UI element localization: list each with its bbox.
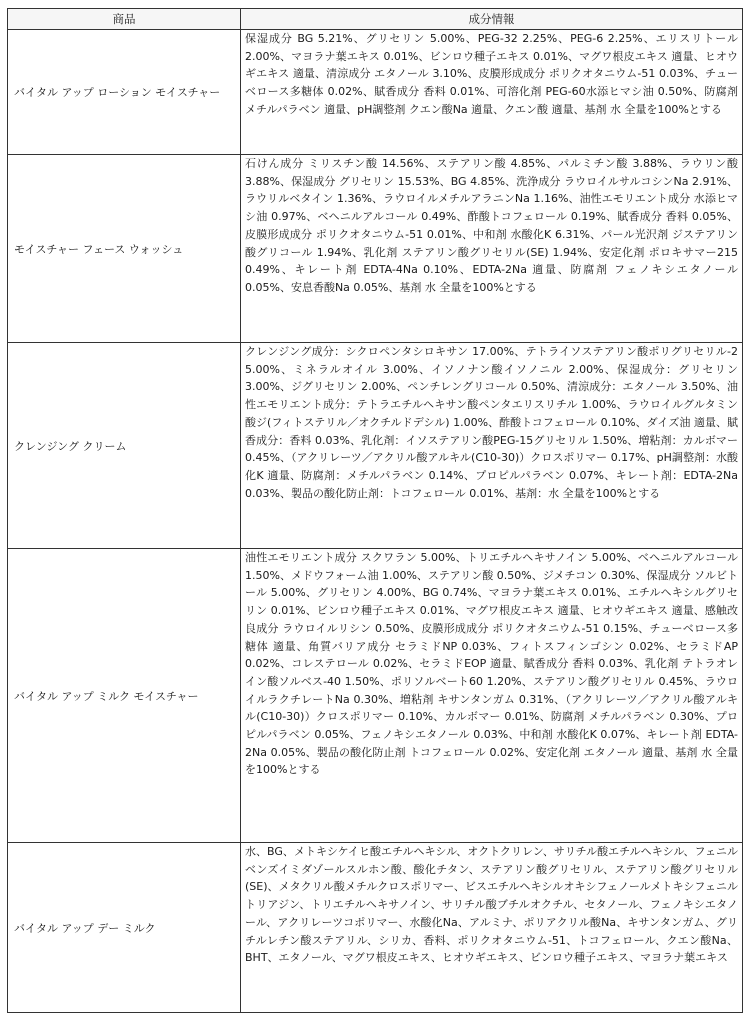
ingredient-list: 水、BG、メトキシケイヒ酸エチルヘキシル、オクトクリレン、サリチル酸エチルヘキシル、フェニルベンズイミダゾールスルホン酸、酸化チタン、ステアリン酸グリセリル、ステアリン酸グリセリル(SE)、メタクリル酸メチルクロスポリマー、ビスエチルヘキシルオキシフェノールメトキシフェニルトリアジン、トリエチルヘキサノイン、サリチル酸ブチルオクチル、セタノール、フェノキシエタノール、アクリレーツコポリマー、水酸化Na、アルミナ、ポリアクリル酸Na、キサンタンガム、グリチルレチン酸ステアリル、シリカ、香料、ポリクオタニウム-51、トコフェロール、クエン酸Na、BHT、エタノール、マグワ根皮エキス、ヒオウギエキス、ビンロウ種子エキス、マヨラナ葉エキス [241, 843, 743, 1013]
ingredient-list: 油性エモリエント成分 スクワラン 5.00%、トリエチルヘキサノイン 5.00%、ベヘニルアルコール 1.50%、メドウフォーム油 1.00%、ステアリン酸 0.50%、ジメチコン 0.30%、保湿成分 ソルビトール 5.00%、グリセリン 4.00%、BG 0.74%、マヨラナ葉エキス 0.01%、エチルヘキシルグリセリン 0.01%、ビンロウ種子エキス 0.01%、マグワ根皮エキス 適量、ヒオウギエキス 適量、感触改良成分 ラウロイルリシン 0.50%、皮膜形成成分 ポリクオタニウム-51 0.15%、チューベロース多糖体 適量、角質バリア成分 セラミドNP 0.03%、フィトスフィンゴシン 0.02%、セラミドAP 0.02%、コレステロール 0.02%、セラミドEOP 適量、賦香成分 香料 0.03%、乳化剤 テトラオレイン酸ソルベス-40 1.50%、ポリソルベート60 1.20%、ステアリン酸グリセリル 0.45%、ラウロイルラクチレートNa 0.30%、増粘剤 キサンタンガム 0.31%、（アクリレーツ／アクリル酸アルキル(C10-30)）クロスポリマー 0.10%、カルボマー 0.01%、防腐剤 メチルパラベン 0.30%、プロピルパラベン 0.05%、フェノキシエタノール 0.03%、中和剤 水酸化K 0.07%、キレート剤 EDTA-2Na 0.05%、製品の酸化防止剤 トコフェロール 0.02%、安定化剤 エタノール 適量、基剤 水 全量を100%とする [241, 549, 743, 843]
product-name: バイタル アップ デー ミルク [8, 843, 241, 1013]
table-row [8, 549, 743, 843]
product-name: バイタル アップ ローション モイスチャー [8, 30, 241, 155]
table-row [8, 155, 743, 343]
table-row [8, 343, 743, 549]
product-name: バイタル アップ ミルク モイスチャー [8, 549, 241, 843]
ingredient-list: 保湿成分 BG 5.21%、グリセリン 5.00%、PEG-32 2.25%、PEG-6 2.25%、エリスリトール 2.00%、マヨラナ葉エキス 0.01%、ビンロウ種子エキス 0.01%、マグワ根皮エキス 適量、ヒオウギエキス 適量、清涼成分 エタノール 3.10%、皮膜形成成分 ポリクオタニウム-51 0.03%、チューベロース多糖体 0.02%、賦香成分 香料 0.01%、可溶化剤 PEG-60水添ヒマシ油 0.50%、防腐剤 メチルパラベン 適量、pH調整剤 クエン酸Na 適量、クエン酸 適量、基剤 水 全量を100%とする [241, 30, 743, 155]
table-row [8, 30, 743, 155]
product-name: モイスチャー フェース ウォッシュ [8, 155, 241, 343]
header-ingredients: 成分情報 [241, 9, 743, 30]
ingredients-document [7, 8, 742, 1013]
ingredients-table [7, 8, 743, 1013]
table-header-row [8, 9, 743, 30]
product-name: クレンジング クリーム [8, 343, 241, 549]
ingredient-list: クレンジング成分：シクロペンタシロキサン 17.00%、テトライソステアリン酸ポリグリセリル-2 5.00%、ミネラルオイル 3.00%、イソノナン酸イソノニル 2.00%、保湿成分：グリセリン 3.00%、ジグリセリン 2.00%、ペンチレングリコール 0.50%、清涼成分：エタノール 3.50%、油性エモリエント成分：テトラエチルヘキサン酸ペンタエリスリチル 1.00%、ラウロイルグルタミン酸ジ(フィトステリル／オクチルドデシル) 1.00%、酢酸トコフェロール 0.10%、ダイズ油 適量、賦香成分：香料 0.03%、乳化剤：イソステアリン酸PEG-15グリセリル 1.50%、増粘剤：カルボマー 0.45%、（アクリレーツ／アクリル酸アルキル(C10-30)）クロスポリマー 0.17%、pH調整剤：水酸化K 適量、防腐剤：メチルパラベン 0.14%、プロピルパラベン 0.07%、キレート剤：EDTA-2Na 0.03%、製品の酸化防止剤：トコフェロール 0.01%、基剤：水 全量を100%とする [241, 343, 743, 549]
header-product: 商品 [8, 9, 241, 30]
table-row [8, 843, 743, 1013]
ingredient-list: 石けん成分 ミリスチン酸 14.56%、ステアリン酸 4.85%、パルミチン酸 3.88%、ラウリン酸 3.88%、保湿成分 グリセリン 15.53%、BG 4.85%、洗浄成分 ラウロイルサルコシンNa 2.91%、ラウリルベタイン 1.36%、ラウロイルメチルアラニンNa 1.16%、油性エモリエント成分 水添ヒマシ油 0.97%、ベヘニルアルコール 0.49%、酢酸トコフェロール 0.19%、賦香成分 香料 0.05%、皮膜形成成分 ポリクオタニウム-51 0.01%、中和剤 水酸化K 6.31%、パール光沢剤 ジステアリン酸グリコール 1.94%、乳化剤 ステアリン酸グリセリル(SE) 1.94%、安定化剤 ポロキサマー215 0.49%、キレート剤 EDTA-4Na 0.10%、EDTA-2Na 適量、防腐剤 フェノキシエタノール 0.05%、安息香酸Na 0.05%、基剤 水 全量を100%とする [241, 155, 743, 343]
